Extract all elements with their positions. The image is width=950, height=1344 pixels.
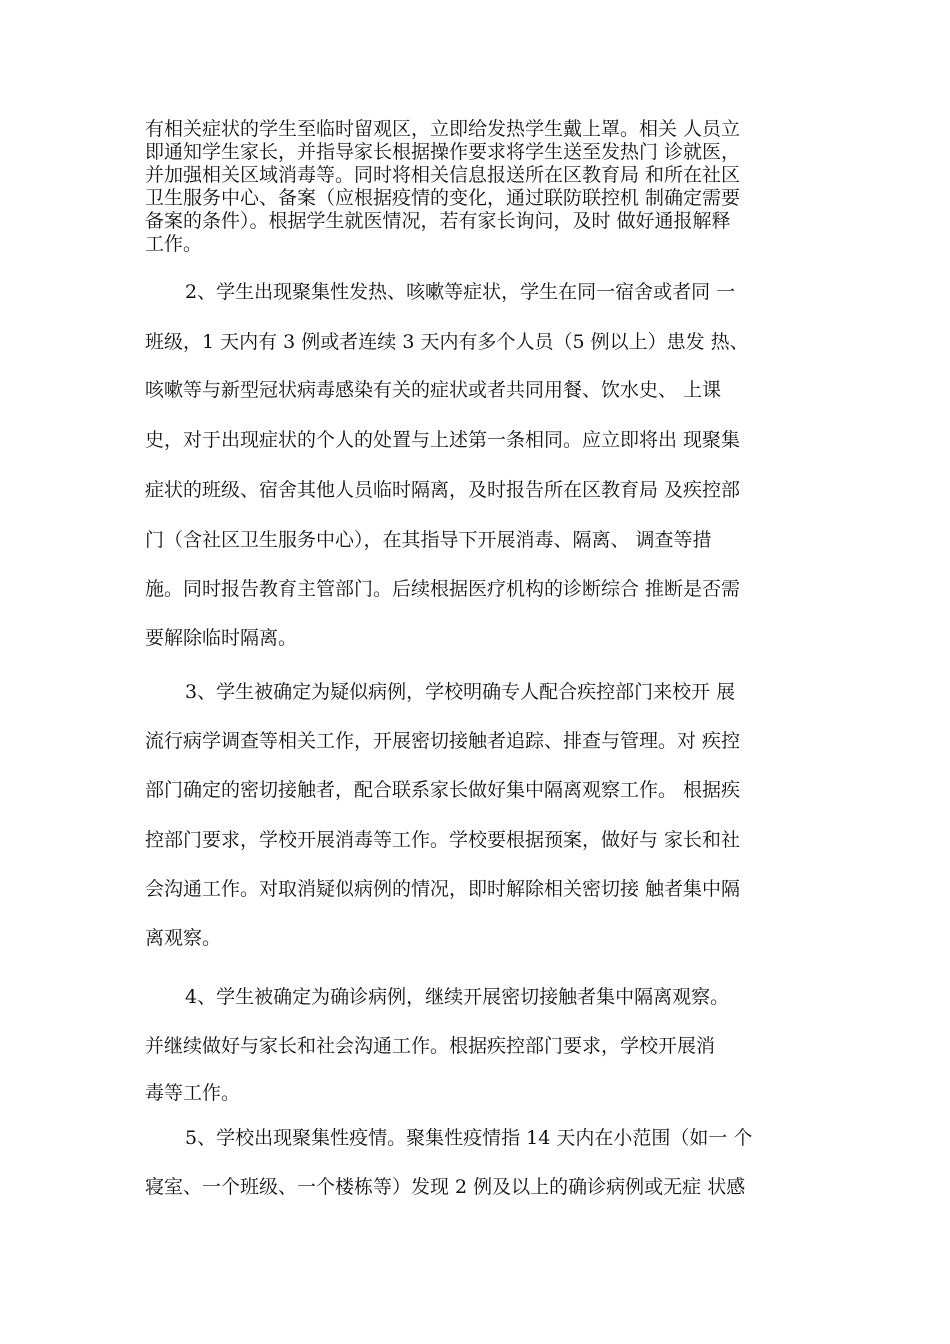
paragraph-2-line: 症状的班级、宿舍其他人员临时隔离，及时报告所在区教育局 及疾控部: [145, 479, 741, 501]
paragraph-2-line: 要解除临时隔离。: [145, 627, 298, 649]
paragraph-2-line: 班级，1 天内有 3 例或者连续 3 天内有多个人员（5 例以上）患发 热、: [145, 331, 749, 353]
paragraph-3-line: 3、学生被确定为疑似病例，学校明确专人配合疾控部门来校开 展: [185, 681, 736, 703]
text-line: 备案的条件）。根据学生就医情况，若有家长询问，及时 做好通报解释: [145, 210, 731, 232]
paragraph-4-line: 4、学生被确定为确诊病例，继续开展密切接触者集中隔离观察。: [185, 986, 730, 1008]
paragraph-2-line: 施。同时报告教育主管部门。后续根据医疗机构的诊断综合 推断是否需: [145, 578, 741, 600]
text-line: 即通知学生家长，并指导家长根据操作要求将学生送至发热门 诊就医，: [145, 141, 741, 163]
paragraph-2-line: 咳嗽等与新型冠状病毒感染有关的症状或者共同用餐、饮水史、 上课: [145, 379, 722, 401]
paragraph-3-line: 控部门要求，学校开展消毒等工作。学校要根据预案，做好与 家长和社: [145, 829, 741, 851]
paragraph-5-line: 寝室、一个班级、一个楼栋等）发现 2 例及以上的确诊病例或无症 状感: [145, 1176, 746, 1198]
text-line: 工作。: [145, 233, 203, 255]
paragraph-5-line: 5、学校出现聚集性疫情。聚集性疫情指 14 天内在小范围（如一 个: [185, 1127, 753, 1149]
paragraph-2-line: 2、学生出现聚集性发热、咳嗽等症状，学生在同一宿舍或者同 一: [185, 281, 736, 303]
paragraph-4-line: 毒等工作。: [145, 1082, 241, 1104]
paragraph-2-line: 门（含社区卫生服务中心），在其指导下开展消毒、隔离、 调查等措: [145, 529, 712, 551]
paragraph-3-line: 离观察。: [145, 927, 222, 949]
paragraph-2-line: 史，对于出现症状的个人的处置与上述第一条相同。应立即将出 现聚集: [145, 429, 741, 451]
paragraph-3-line: 部门确定的密切接触者，配合联系家长做好集中隔离观察工作。 根据疾: [145, 779, 741, 801]
paragraph-3-line: 会沟通工作。对取消疑似病例的情况，即时解除相关密切接 触者集中隔: [145, 878, 741, 900]
paragraph-4-line: 并继续做好与家长和社会沟通工作。根据疾控部门要求，学校开展消: [145, 1035, 716, 1057]
text-line: 有相关症状的学生至临时留观区，立即给发热学生戴上罩。相关 人员立: [145, 118, 741, 140]
paragraph-3-line: 流行病学调查等相关工作，开展密切接触者追踪、排查与管理。对 疾控: [145, 730, 741, 752]
text-line: 并加强相关区域消毒等。同时将相关信息报送所在区教育局 和所在社区: [145, 164, 741, 186]
text-line: 卫生服务中心、备案（应根据疫情的变化，通过联防联控机 制确定需要: [145, 187, 741, 209]
